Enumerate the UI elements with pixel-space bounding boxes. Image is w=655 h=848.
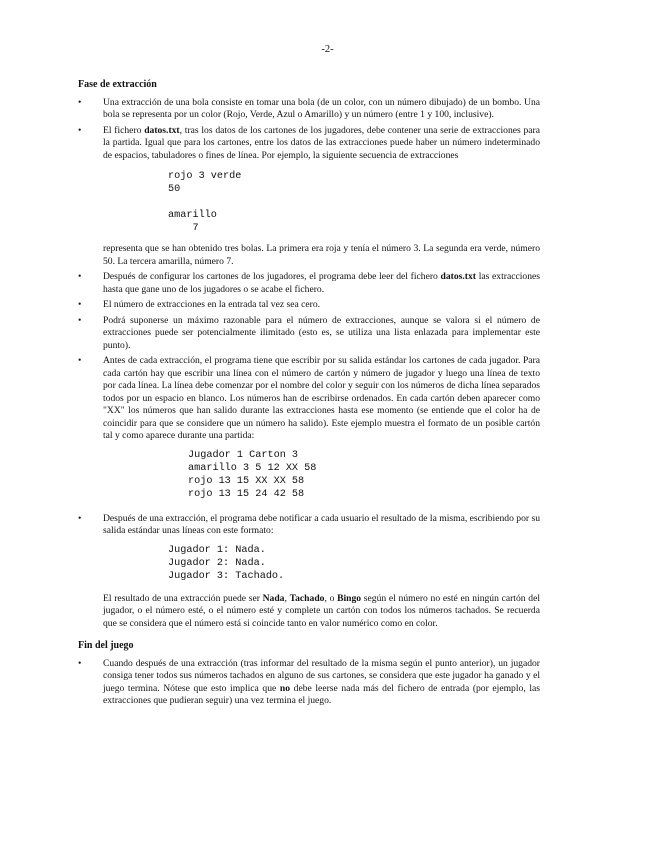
item-text: las extracciones hasta que gane uno de los jugadores o se acabe el fichero. (103, 271, 540, 295)
filename: datos.txt (440, 271, 476, 282)
bullet: • (78, 314, 82, 326)
item-text: Antes de cada extracción, el programa tiene que escribir por su salida estándar los cartones de cada jugador. Para cada cartón hay que escribir una línea con el número de cartón y número de jugador y luego una línea de texto por cada línea. La línea debe comenzar por el nombre del color y seguir con los números de dicha línea separados todos por un espacio en blanco. Los números han de escribirse ordenados. En cada cartón deben aparecer como "XX" los números que han salido durante las extracciones hasta ese momento (se entiende que el color ha de coincidir para que se considere que un número ha salido). Este ejemplo muestra el formato de un posible cartón tal y como aparece durante una partida: (103, 355, 540, 441)
bullet: • (78, 299, 82, 310)
list-item (78, 97, 540, 122)
section-title-extraction: Fase de extracción (78, 79, 157, 90)
code-example-results: Jugador 1: Nada. Jugador 2: Nada. Jugador 3: Tachado. (168, 544, 285, 582)
bullet: • (78, 124, 82, 136)
item-text: El número de extracciones en la entrada tal vez sea cero. (103, 299, 321, 310)
page-number: -2- (321, 44, 334, 55)
result-tachado: Tachado (289, 592, 325, 604)
list-item (78, 658, 540, 708)
bullet: • (78, 96, 82, 108)
item-text: , tras los datos de los cartones de los jugadores, debe contener una serie de extracciones para la partida. Igual que para los cartones, entre los datos de las extracciones puede haber un número indeterminado de espacios, tabuladores o fines de línea. Por ejemplo, la siguiente secuencia de extracciones (103, 124, 540, 161)
bullet: • (78, 512, 82, 524)
result-bingo: Bingo (337, 592, 362, 604)
list-item (78, 315, 540, 353)
code-example-card: Jugador 1 Carton 3 amarillo 3 5 12 XX 58 rojo 13 15 XX XX 58 rojo 13 15 24 42 58 (188, 449, 317, 500)
document-body (78, 79, 540, 711)
item-text: El fichero (103, 124, 145, 136)
result-nada: Nada (262, 592, 285, 604)
text: , o (324, 592, 338, 604)
bullet: • (78, 657, 82, 669)
item-text: Después de configurar los cartones de los jugadores, el programa debe leer del fichero (103, 271, 441, 282)
list-item (78, 299, 540, 312)
item-text: debe leerse nada más del fichero de entrada (por ejemplo, las extracciones que pudieran seguir) una vez termina el juego. (103, 682, 540, 706)
code-example-extractions: rojo 3 verde 50 amarillo 7 (168, 171, 242, 234)
list-item (78, 125, 540, 163)
text: El resultado de una extracción puede ser (103, 592, 263, 604)
item-text: Después de una extracción, el programa debe notificar a cada usuario el resultado de la misma, escribiendo por su salida estándar unas líneas con este formato: (103, 512, 540, 536)
item-text: Cuando después de una extracción (tras informar del resultado de la misma según el punto anterior), un jugador consiga tener todos sus números tachados en alguno de sus cartones, se considera que este jugador ha ganado y el juego termina. Nótese que esto implica que (103, 657, 540, 694)
section-title-end: Fin del juego (78, 640, 134, 651)
filename: datos.txt (144, 124, 180, 136)
text: según el número no esté en ningún cartón del jugador, o el número esté, o el número esté y complete un cartón con todos los números tachados. Se recuerda que se considera que el número está si coincide tanto en valor numérico como en color. (103, 592, 541, 629)
item-text: Una extracción de una bola consiste en tomar una bola (de un color, con un número dibujado) de un bombo. Una bola se representa por un color (Rojo, Verde, Azul o Amarillo) y un número (entre 1 y 100, inclusive). (103, 96, 540, 120)
paragraph (78, 593, 540, 631)
bullet: • (78, 271, 82, 282)
list-item (78, 355, 540, 443)
list-item (78, 513, 540, 538)
item-text: Podrá suponerse un máximo razonable para el número de extracciones, aunque se valora si el número de extracciones puede ser potencialmente ilimitado (esto es, se utiliza una lista enlazada para implementar este punto). (103, 314, 540, 351)
text: , (284, 592, 290, 604)
list-item (78, 271, 540, 296)
paragraph: representa que se han obtenido tres bolas. La primera era roja y tenía el número 3. La segunda era verde, número 50. La tercera amarilla, número 7. (103, 243, 540, 267)
emphasis-no: no (279, 682, 291, 694)
bullet: • (78, 355, 82, 366)
